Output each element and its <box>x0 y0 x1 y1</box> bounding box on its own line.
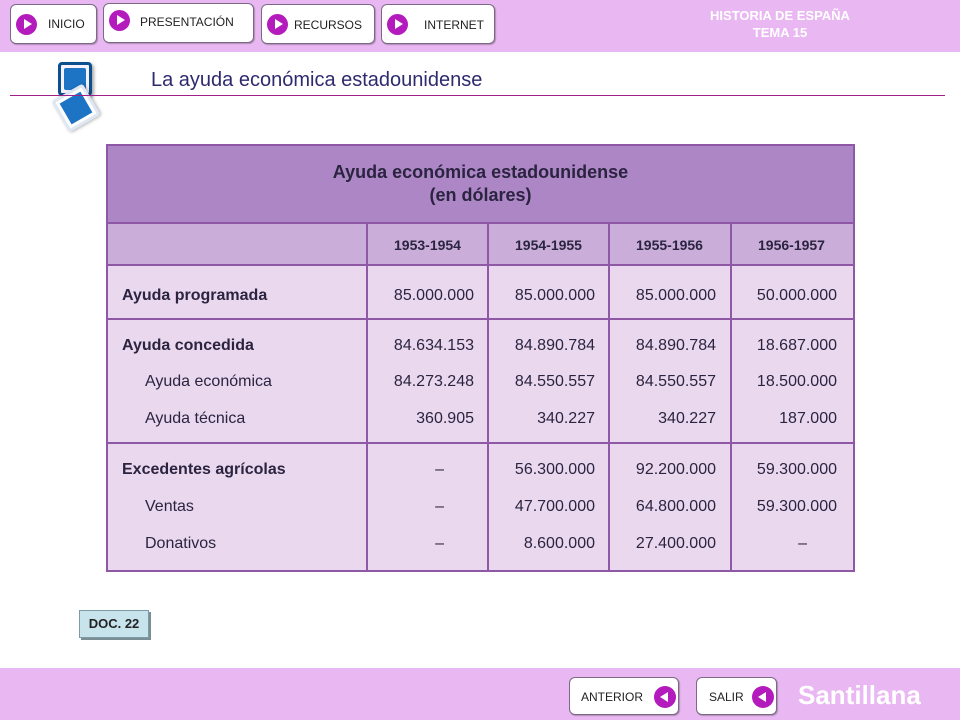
table-title-unit: (en dólares) <box>429 185 532 205</box>
play-icon <box>387 14 408 35</box>
table-cell: 84.634.153 <box>393 337 474 354</box>
table-header <box>108 146 853 224</box>
table-cell: 187.000 <box>779 410 837 427</box>
table-cell: 85.000.000 <box>635 287 716 304</box>
table-title <box>108 161 853 207</box>
row-label: Ventas <box>145 498 194 515</box>
table-cell: 360.905 <box>416 410 474 427</box>
brand-logo-text: Santillana <box>798 680 921 710</box>
table-cell: – <box>435 498 444 515</box>
row-label: Ayuda concedida <box>122 337 254 354</box>
table-cell: 85.000.000 <box>393 287 474 304</box>
table-cell: 59.300.000 <box>756 498 837 515</box>
table-cell: 18.500.000 <box>756 373 837 390</box>
year-header: 1956-1957 <box>758 237 825 253</box>
table-cell: 8.600.000 <box>523 535 595 552</box>
row-label: Ayuda programada <box>122 287 268 304</box>
table-cell: 64.800.000 <box>635 498 716 515</box>
table-cell: 340.227 <box>658 410 716 427</box>
recursos-button[interactable] <box>261 4 375 44</box>
salir-button[interactable] <box>696 677 777 715</box>
table-cell: 92.200.000 <box>635 461 716 478</box>
inicio-button[interactable] <box>10 4 97 44</box>
doc-number-tag: DOC. 22 <box>79 610 149 638</box>
internet-label: INTERNET <box>424 18 484 32</box>
salir-label: SALIR <box>709 690 744 704</box>
table-cell: 56.300.000 <box>514 461 595 478</box>
table-cell: – <box>435 535 444 552</box>
back-icon <box>752 686 774 708</box>
table-cell: – <box>435 461 444 478</box>
course-subject: HISTORIA DE ESPAÑA <box>710 8 850 23</box>
play-icon <box>16 14 37 35</box>
column-divider <box>608 224 610 570</box>
play-icon <box>109 10 130 31</box>
table-cell: 47.700.000 <box>514 498 595 515</box>
anterior-button[interactable] <box>569 677 679 715</box>
table-cell: 84.890.784 <box>635 337 716 354</box>
row-label: Donativos <box>145 535 217 552</box>
table-title-main: Ayuda económica estadounidense <box>332 162 629 182</box>
table-cell: 84.550.557 <box>635 373 716 390</box>
anterior-label: ANTERIOR <box>581 690 644 704</box>
table-cell: 27.400.000 <box>635 535 716 552</box>
table-cell: 18.687.000 <box>756 337 837 354</box>
table-cell: 85.000.000 <box>514 287 595 304</box>
table-cell: 84.273.248 <box>393 373 474 390</box>
table-cell: 84.890.784 <box>514 337 595 354</box>
title-divider <box>10 95 945 96</box>
table-cell: 50.000.000 <box>756 287 837 304</box>
table-cell: 84.550.557 <box>514 373 595 390</box>
presentacion-button[interactable] <box>103 3 254 43</box>
table-cell: 340.227 <box>537 410 595 427</box>
presentacion-label: PRESENTACIÓN <box>140 15 234 29</box>
column-divider <box>366 224 368 570</box>
course-unit: TEMA 15 <box>752 25 808 40</box>
group-divider <box>108 442 853 444</box>
table-cell: – <box>798 535 807 552</box>
back-icon <box>654 686 676 708</box>
row-label: Ayuda económica <box>145 373 272 390</box>
course-title <box>660 7 900 41</box>
row-label: Excedentes agrícolas <box>122 461 286 478</box>
column-divider <box>730 224 732 570</box>
column-divider <box>487 224 489 570</box>
year-header: 1953-1954 <box>394 237 461 253</box>
row-label: Ayuda técnica <box>145 410 246 427</box>
inicio-label: INICIO <box>48 17 85 31</box>
year-header: 1954-1955 <box>515 237 582 253</box>
internet-button[interactable] <box>381 4 495 44</box>
play-icon <box>267 14 288 35</box>
group-divider <box>108 318 853 320</box>
aid-table <box>106 144 855 572</box>
table-cell: 59.300.000 <box>756 461 837 478</box>
recursos-label: RECURSOS <box>294 18 363 32</box>
year-header: 1955-1956 <box>636 237 703 253</box>
page-title: La ayuda económica estadounidense <box>151 69 483 91</box>
